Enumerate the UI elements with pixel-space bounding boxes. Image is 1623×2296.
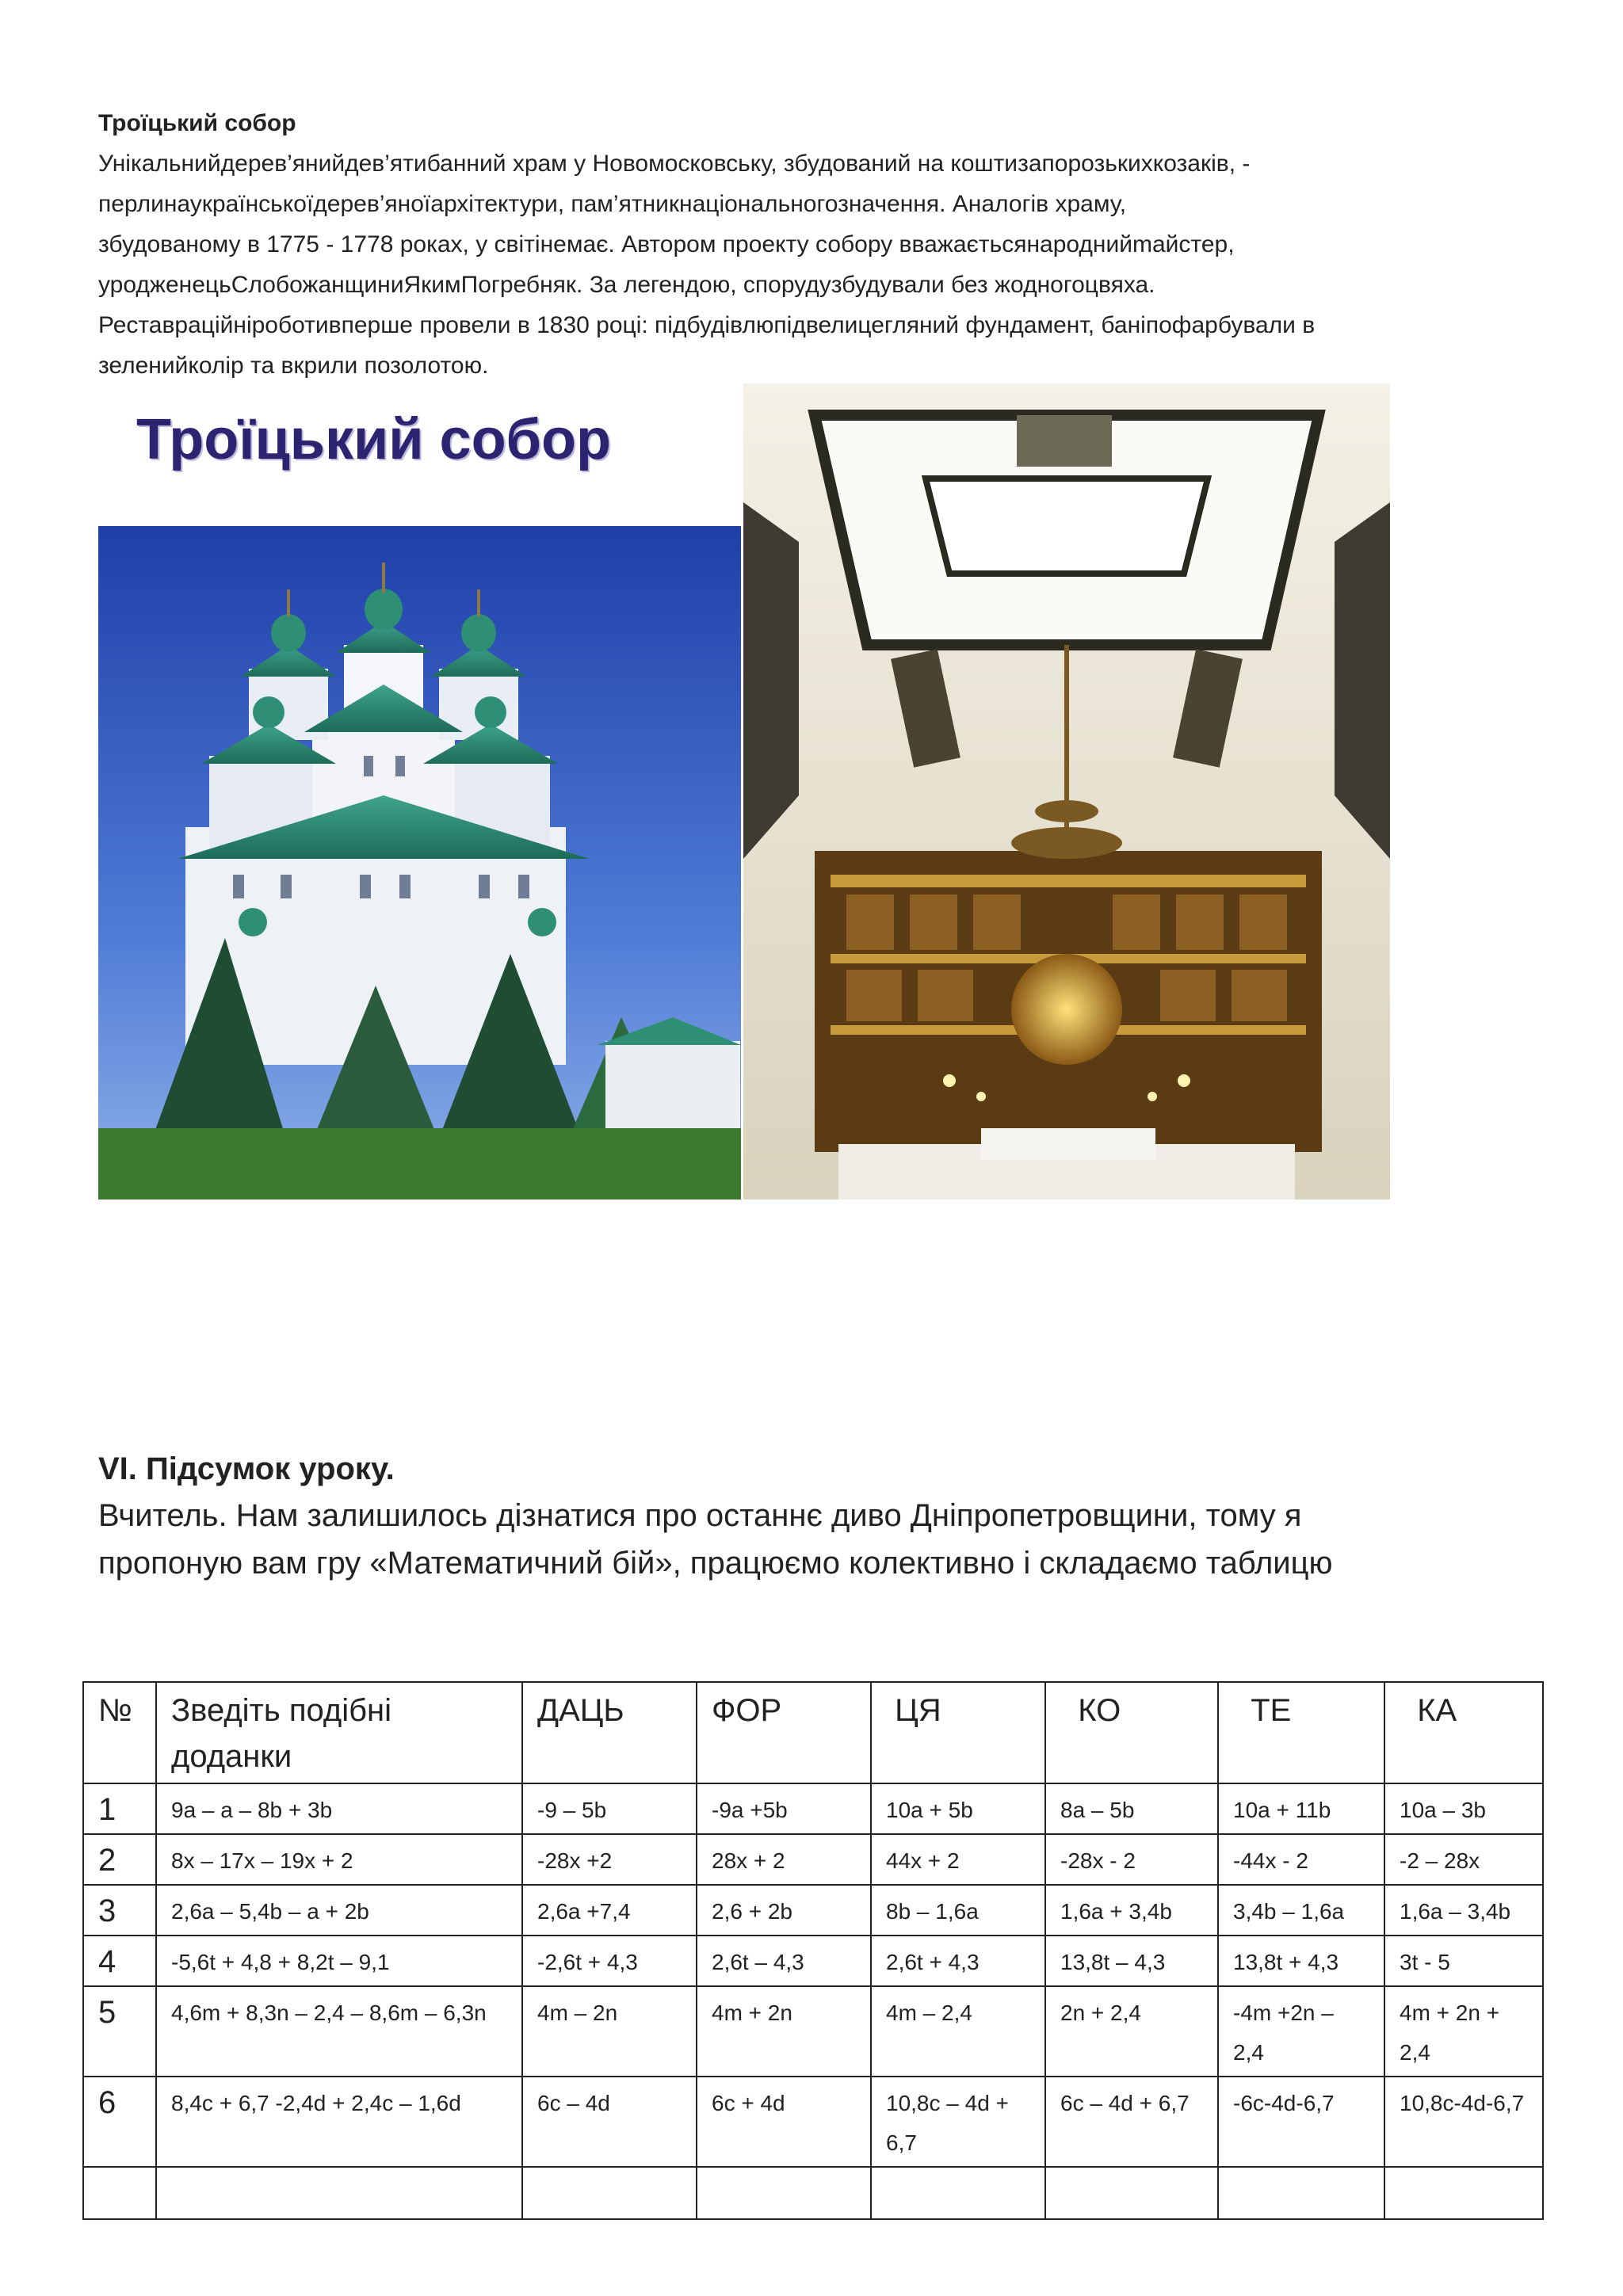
- intro-line: перлинаукраїнськоїдерев’яноїархітектури, пам’ятникнаціональногозначення. Аналогів храму,: [98, 191, 1127, 217]
- intro-line: Реставраційніроботивперше провели в 1830 році: підбудівлюпідвелицегляний фундамент, баніпофарбували в: [98, 312, 1316, 338]
- answer-cell: 2,6t – 4,3: [697, 1936, 871, 1986]
- answer-cell: 3t - 5: [1384, 1936, 1543, 1986]
- answer-cell: [1218, 2167, 1384, 2219]
- summary-heading: VI. Підсумок уроку.: [98, 1451, 395, 1486]
- intro-title: Троїцький собор: [98, 110, 296, 136]
- answer-cell: 6c + 4d: [697, 2077, 871, 2167]
- row-number-cell: 6: [83, 2077, 156, 2167]
- answer-cell: -44x - 2: [1218, 1834, 1384, 1885]
- answer-cell: 44x + 2: [871, 1834, 1045, 1885]
- cathedral-interior-photo: [743, 383, 1390, 1199]
- table-row: [83, 1986, 1543, 2077]
- answer-cell: 10a + 11b: [1218, 1783, 1384, 1834]
- answer-cell: 10,8c – 4d + 6,7: [871, 2077, 1045, 2167]
- expression-cell: 4,6m + 8,3n – 2,4 – 8,6m – 6,3n: [156, 1986, 522, 2077]
- header-cell-syllable: КО: [1045, 1682, 1218, 1783]
- header-cell-syllable: ТЕ: [1218, 1682, 1384, 1783]
- intro-text-block: [98, 103, 1517, 386]
- intro-line: зеленийколір та вкрили позолотою.: [98, 353, 489, 379]
- answer-cell: 1,6a + 3,4b: [1045, 1885, 1218, 1936]
- header-cell-number: №: [83, 1682, 156, 1783]
- answer-cell: -2,6t + 4,3: [522, 1936, 697, 1986]
- answer-cell: 4m – 2,4: [871, 1986, 1045, 2077]
- table-row: [83, 1885, 1543, 1936]
- cathedral-exterior-photo: [98, 383, 741, 1199]
- answer-cell: 4m + 2n: [697, 1986, 871, 2077]
- summary-text-line: пропоную вам гру «Математичний бій», працюємо колективно і складаємо таблицю: [98, 1546, 1333, 1581]
- expression-cell: [156, 2167, 522, 2219]
- summary-text-line: Вчитель. Нам залишилось дізнатися про останнє диво Дніпропетровщини, тому я: [98, 1498, 1302, 1533]
- cathedral-interior-illustration: [743, 383, 1390, 1199]
- table-row: [83, 2167, 1543, 2219]
- answer-cell: 2,6a +7,4: [522, 1885, 697, 1936]
- answer-cell: -2 – 28x: [1384, 1834, 1543, 1885]
- answer-cell: 4m + 2n + 2,4: [1384, 1986, 1543, 2077]
- answer-cell: -4m +2n – 2,4: [1218, 1986, 1384, 2077]
- answer-cell: [871, 2167, 1045, 2219]
- math-battle-table: [82, 1681, 1544, 2220]
- row-number-cell: 3: [83, 1885, 156, 1936]
- answer-cell: [697, 2167, 871, 2219]
- header-cell-task: Зведіть подібні доданки: [156, 1682, 522, 1783]
- table-row: [83, 1783, 1543, 1834]
- answer-cell: 6c – 4d + 6,7: [1045, 2077, 1218, 2167]
- header-cell-syllable: ФОР: [697, 1682, 871, 1783]
- answer-cell: [522, 2167, 697, 2219]
- expression-cell: 2,6a – 5,4b – a + 2b: [156, 1885, 522, 1936]
- answer-cell: -28x +2: [522, 1834, 697, 1885]
- answer-cell: [1384, 2167, 1543, 2219]
- expression-cell: 8x – 17x – 19x + 2: [156, 1834, 522, 1885]
- header-cell-syllable: ЦЯ: [871, 1682, 1045, 1783]
- table-row: [83, 2077, 1543, 2167]
- row-number-cell: 4: [83, 1936, 156, 1986]
- answer-cell: 3,4b – 1,6a: [1218, 1885, 1384, 1936]
- answer-cell: 2,6 + 2b: [697, 1885, 871, 1936]
- table-row: [83, 1834, 1543, 1885]
- intro-line: збудованому в 1775 - 1778 роках, у світінемає. Автором проекту собору вважаєтьсянароднийmайстер,: [98, 231, 1235, 257]
- answer-cell: -9a +5b: [697, 1783, 871, 1834]
- answer-cell: 10a + 5b: [871, 1783, 1045, 1834]
- answer-cell: -6c-4d-6,7: [1218, 2077, 1384, 2167]
- answer-cell: 2,6t + 4,3: [871, 1936, 1045, 1986]
- answer-cell: 2n + 2,4: [1045, 1986, 1218, 2077]
- cathedral-exterior-illustration: [98, 383, 741, 1199]
- answer-cell: 10,8c-4d-6,7: [1384, 2077, 1543, 2167]
- table-row: [83, 1936, 1543, 1986]
- header-cell-syllable: КА: [1384, 1682, 1543, 1783]
- answer-cell: 10a – 3b: [1384, 1783, 1543, 1834]
- expression-cell: -5,6t + 4,8 + 8,2t – 9,1: [156, 1936, 522, 1986]
- row-number-cell: [83, 2167, 156, 2219]
- row-number-cell: 2: [83, 1834, 156, 1885]
- answer-cell: 8a – 5b: [1045, 1783, 1218, 1834]
- answer-cell: 6c – 4d: [522, 2077, 697, 2167]
- answer-cell: 1,6a – 3,4b: [1384, 1885, 1543, 1936]
- intro-line: уродженецьСлобожанщиниЯкимПогребняк. За легендою, спорудузбудували без жодногоцвяха.: [98, 272, 1155, 298]
- answer-cell: 28x + 2: [697, 1834, 871, 1885]
- intro-line: Унікальнийдерев’янийдев’ятибанний храм у Новомосковську, збудований на коштизапорозькихкозаків, -: [98, 151, 1251, 177]
- answer-cell: -28x - 2: [1045, 1834, 1218, 1885]
- row-number-cell: 1: [83, 1783, 156, 1834]
- answer-cell: -9 – 5b: [522, 1783, 697, 1834]
- expression-cell: 8,4c + 6,7 -2,4d + 2,4c – 1,6d: [156, 2077, 522, 2167]
- row-number-cell: 5: [83, 1986, 156, 2077]
- lesson-summary: [98, 1446, 1533, 1587]
- answer-cell: [1045, 2167, 1218, 2219]
- exterior-photo-caption: Троїцький собор: [136, 408, 611, 471]
- table-header-row: [83, 1682, 1543, 1783]
- answer-cell: 13,8t + 4,3: [1218, 1936, 1384, 1986]
- answer-cell: 4m – 2n: [522, 1986, 697, 2077]
- expression-cell: 9a – a – 8b + 3b: [156, 1783, 522, 1834]
- cathedral-photos: [98, 383, 1390, 1199]
- answer-cell: 13,8t – 4,3: [1045, 1936, 1218, 1986]
- answer-cell: 8b – 1,6a: [871, 1885, 1045, 1936]
- header-cell-syllable: ДАЦЬ: [522, 1682, 697, 1783]
